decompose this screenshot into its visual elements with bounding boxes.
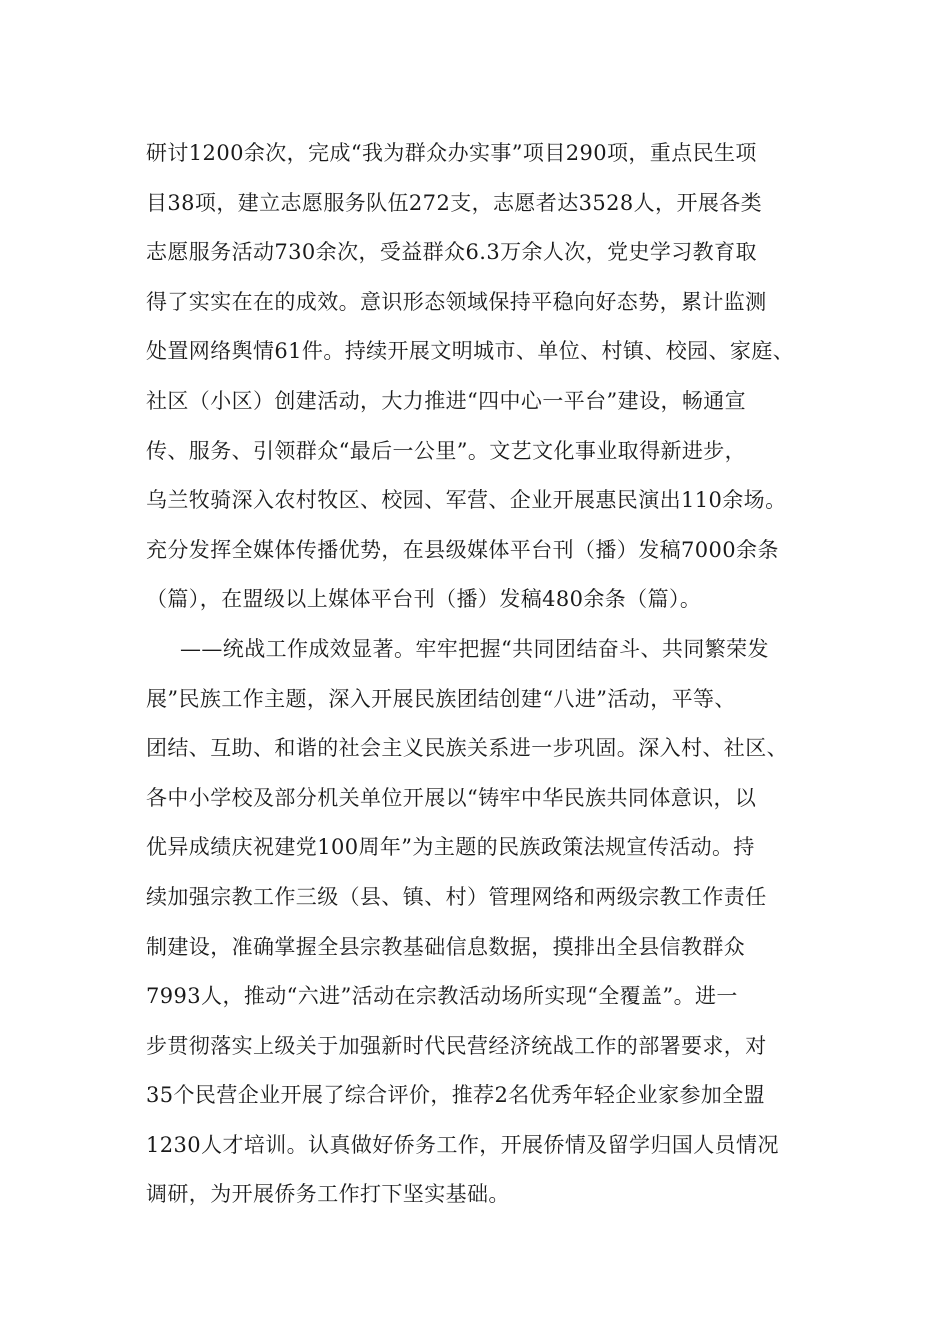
text-line: 研讨1200余次，完成“我为群众办实事”项目290项，重点民生项 (146, 141, 757, 165)
text-line: （篇），在盟级以上媒体平台刊（播）发稿480余条（篇）。 (146, 587, 702, 612)
text-line: 社区（小区）创建活动，大力推进“四中心一平台”建设，畅通宣 (146, 388, 747, 413)
text-line: 志愿服务活动730余次，受益群众6.3万余人次，党史学习教育取 (146, 240, 757, 265)
text-line: 目38项，建立志愿服务队伍272支，志愿者达3528人，开展各类 (146, 190, 763, 215)
text-line: 7993人，推动“六进”活动在宗教活动场所实现“全覆盖”。进一 (146, 984, 738, 1009)
text-line: 团结、互助、和谐的社会主义民族关系进一步巩固。深入村、社区、 (146, 736, 788, 761)
text-line: 制建设，准确掌握全县宗教基础信息数据，摸排出全县信教群众 (146, 934, 746, 959)
text-line: 展”民族工作主题，深入开展民族团结创建“八进”活动，平等、 (146, 686, 736, 711)
text-line: 充分发挥全媒体传播优势，在县级媒体平台刊（播）发稿7000余条 (146, 537, 779, 562)
text-line: 35个民营企业开展了综合评价，推荐2名优秀年轻企业家参加全盟 (146, 1083, 766, 1108)
paragraph-start-line: ——统战工作成效显著。牢牢把握“共同团结奋斗、共同繁荣发 (180, 636, 769, 661)
text-line: 各中小学校及部分机关单位开展以“铸牢中华民族共同体意识，以 (146, 785, 757, 810)
text-line: 乌兰牧骑深入农村牧区、校园、军营、企业开展惠民演出110余场。 (146, 488, 787, 513)
text-line: 处置网络舆情61件。持续开展文明城市、单位、村镇、校园、家庭、 (146, 339, 795, 364)
body-text (146, 136, 822, 1227)
text-line: 1230人才培训。认真做好侨务工作，开展侨情及留学归国人员情况 (146, 1132, 779, 1157)
text-line: 得了实实在在的成效。意识形态领域保持平稳向好态势，累计监测 (146, 289, 767, 314)
text-line: 调研，为开展侨务工作打下坚实基础。 (146, 1182, 510, 1207)
text-line: 传、服务、引领群众“最后一公里”。文艺文化事业取得新进步， (146, 438, 747, 463)
text-line: 优异成绩庆祝建党100周年”为主题的民族政策法规宣传活动。持 (146, 835, 755, 860)
text-line: 续加强宗教工作三级（县、镇、村）管理网络和两级宗教工作责任 (146, 884, 767, 909)
text-line: 步贯彻落实上级关于加强新时代民营经济统战工作的部署要求，对 (146, 1033, 767, 1058)
